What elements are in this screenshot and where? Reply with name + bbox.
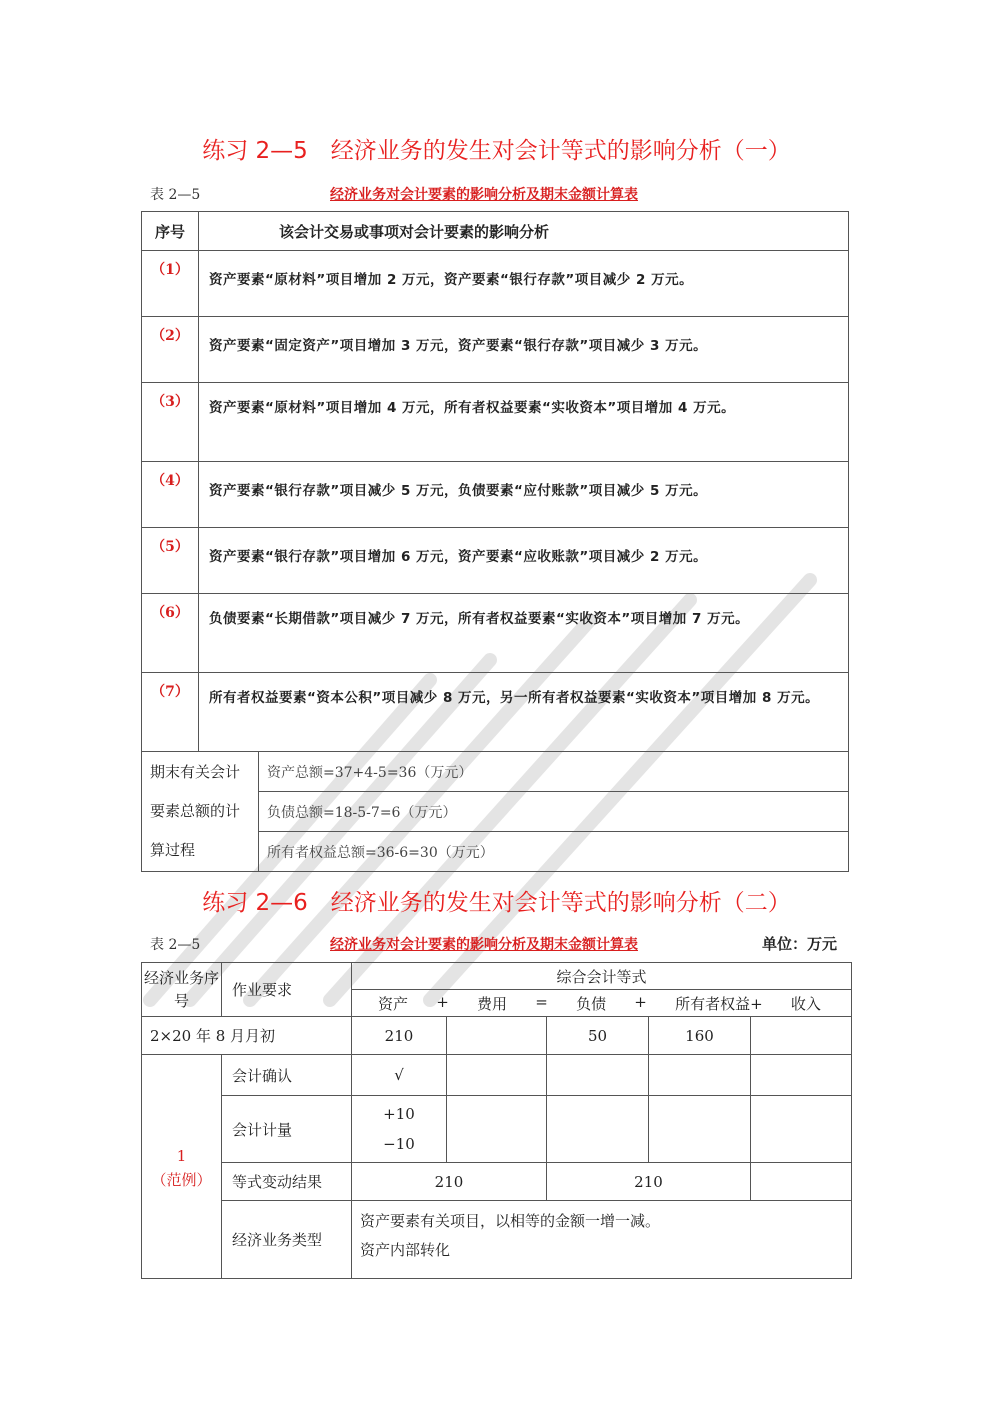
type-line-1: 资产要素有关项目，以相等的金额一增一减。: [360, 1212, 661, 1230]
row-text: 资产要素“银行存款”项目减少 5 万元，负债要素“应付账款”项目减少 5 万元。: [199, 462, 849, 528]
table-row: [142, 462, 849, 528]
col-asset: 资产: [378, 994, 409, 1013]
table-row: [142, 528, 849, 594]
equation-table: [141, 962, 852, 1279]
header-req: 作业要求: [222, 963, 352, 1017]
col-liability: 负债: [576, 994, 607, 1013]
example-cell: [142, 1055, 222, 1279]
calc-liabilities: 负债总额=18-5-7=6（万元）: [259, 792, 849, 832]
opening-label: 2×20 年 8 月月初: [142, 1017, 352, 1055]
table-title-1: 经济业务对会计要素的影响分析及期末金额计算表: [330, 187, 638, 203]
confirm-mark: √: [352, 1055, 447, 1096]
row-number: （2）: [142, 317, 199, 383]
col-plus: +: [436, 992, 449, 1011]
row-number: （1）: [142, 251, 199, 317]
row-number: （6）: [142, 594, 199, 673]
opening-equity: 160: [649, 1017, 751, 1055]
equation-columns: [352, 993, 851, 1014]
header-seq: 经济业务序号: [142, 963, 222, 1017]
row-text: 资产要素“银行存款”项目增加 6 万元，资产要素“应收账款”项目减少 2 万元。: [199, 528, 849, 594]
row-text: 资产要素“原材料”项目增加 2 万元，资产要素“银行存款”项目减少 2 万元。: [199, 251, 849, 317]
row-text: 负债要素“长期借款”项目减少 7 万元，所有者权益要素“实收资本”项目增加 7 万元。: [199, 594, 849, 673]
opening-expense: [447, 1017, 547, 1055]
row-text: 资产要素“原材料”项目增加 4 万元，所有者权益要素“实收资本”项目增加 4 万元。: [199, 383, 849, 462]
type-label: 经济业务类型: [222, 1201, 352, 1279]
type-line-2: 资产内部转化: [360, 1241, 451, 1259]
header-equation: 综合会计等式: [352, 963, 852, 990]
example-number: 1: [176, 1147, 187, 1165]
opening-liability: 50: [547, 1017, 649, 1055]
header-analysis: 该会计交易或事项对会计要素的影响分析: [199, 212, 849, 251]
measure-minus: −10: [383, 1135, 415, 1153]
calc-equity: 所有者权益总额=36-6=30（万元）: [259, 832, 849, 872]
col-expense: 费用: [477, 994, 508, 1013]
table-title-2: 经济业务对会计要素的影响分析及期末金额计算表: [330, 937, 638, 953]
exercise-title-1: 练习 2—5 经济业务的发生对会计等式的影响分析（一）: [202, 138, 791, 164]
header-seq: 序号: [142, 212, 199, 251]
opening-income: [751, 1017, 852, 1055]
col-plus: +: [634, 992, 647, 1011]
calc-assets: 资产总额=37+4-5=36（万元）: [259, 752, 849, 792]
table-row: [142, 251, 849, 317]
row-number: （7）: [142, 673, 199, 752]
calc-label: 期末有关会计要素总额的计算过程: [142, 752, 259, 872]
impact-analysis-table: [141, 211, 849, 872]
result-left: 210: [352, 1163, 547, 1201]
row-number: （3）: [142, 383, 199, 462]
row-text: 资产要素“固定资产”项目增加 3 万元，资产要素“银行存款”项目减少 3 万元。: [199, 317, 849, 383]
table-label-2: 表 2—5: [150, 937, 201, 953]
measure-label: 会计计量: [222, 1096, 352, 1163]
measure-plus: +10: [383, 1105, 415, 1123]
confirm-label: 会计确认: [222, 1055, 352, 1096]
table-row: [142, 594, 849, 673]
table-row: [142, 1017, 852, 1055]
row-number: （4）: [142, 462, 199, 528]
col-equals: =: [535, 992, 548, 1011]
result-label: 等式变动结果: [222, 1163, 352, 1201]
table-row: [142, 383, 849, 462]
table-row: [142, 673, 849, 752]
table-label-1: 表 2—5: [150, 187, 201, 203]
result-right: 210: [547, 1163, 751, 1201]
row-number: （5）: [142, 528, 199, 594]
col-income: 收入: [790, 994, 821, 1013]
example-sub: （范例）: [151, 1171, 212, 1189]
opening-asset: 210: [352, 1017, 447, 1055]
table-row: [142, 317, 849, 383]
row-text: 所有者权益要素“资本公积”项目减少 8 万元，另一所有者权益要素“实收资本”项目增加 8 万元。: [199, 673, 849, 752]
exercise-title-2: 练习 2—6 经济业务的发生对会计等式的影响分析（二）: [202, 890, 791, 916]
col-equity: 所有者权益+: [675, 994, 763, 1013]
unit-label: 单位：万元: [762, 935, 838, 953]
